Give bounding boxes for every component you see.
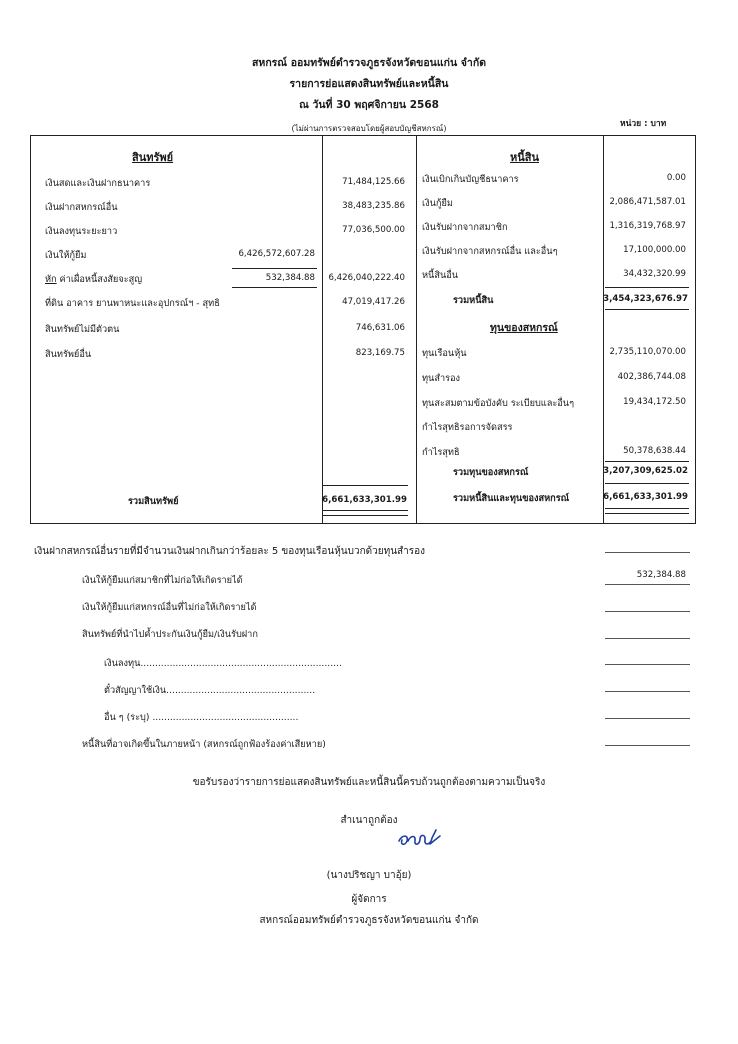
asset-amount: 823,169.75 <box>355 348 405 358</box>
asset-amount: 38,483,235.86 <box>342 201 405 211</box>
blank-line <box>605 718 690 719</box>
equity-total-amount: 3,207,309,625.02 <box>603 466 688 476</box>
org-name: สหกรณ์ ออมทรัพย์ตำรวจภูธรจังหวัดขอนแก่น จำกัด <box>251 57 487 69</box>
asset-label: สินทรัพย์อื่น <box>45 349 92 360</box>
note-contingent: หนี้สินที่อาจเกิดขึ้นในภายหน้า (สหกรณ์ถูกฟ้องร้องค่าเสียหาย) <box>82 739 326 750</box>
note-loan-members-amount: 532,384.88 <box>636 570 686 580</box>
assets-total-amount: 6,661,633,301.99 <box>322 495 407 505</box>
assets-total-double-underline <box>323 510 408 516</box>
asset-amount: 746,631.06 <box>355 323 405 333</box>
note-notes-payable: ตั๋วสัญญาใช้เงิน................................................... <box>104 685 316 696</box>
grand-total-amount: 6,661,633,301.99 <box>603 492 688 502</box>
sub-underline <box>232 268 317 269</box>
assets-heading: สินทรัพย์ <box>132 151 174 164</box>
equity-amount: 50,378,638.44 <box>623 446 686 456</box>
audit-note: (ไม่ผ่านการตรวจสอบโดยผู้สอบบัญชีสหกรณ์) <box>291 124 447 133</box>
equity-amount: 402,386,744.08 <box>617 372 686 382</box>
note-loan-coops: เงินให้กู้ยืมแก่สหกรณ์อื่นที่ไม่ก่อให้เกิดรายได้ <box>82 602 257 613</box>
liab-amount-divider <box>603 135 604 523</box>
note-other: อื่น ๆ (ระบุ) .................................................. <box>104 712 299 723</box>
signoff-org: สหกรณ์ออมทรัพย์ตำรวจภูธรจังหวัดขอนแก่น จำกัด <box>259 915 479 926</box>
equity-total-underline <box>605 483 689 484</box>
asset-label: ที่ดิน อาคาร ยานพาหนะและอุปกรณ์ฯ - สุทธิ <box>45 298 220 309</box>
equity-heading: ทุนของสหกรณ์ <box>490 322 558 334</box>
note-investment: เงินลงทุน..................................................................... <box>104 658 342 669</box>
equity-total-label: รวมทุนของสหกรณ์ <box>453 467 529 478</box>
sub-underline <box>232 287 317 288</box>
liability-label: หนี้สินอื่น <box>422 270 459 281</box>
asset-sub-amount: 532,384.88 <box>265 273 315 283</box>
blank-line <box>605 552 690 553</box>
asset-label: เงินสดและเงินฝากธนาคาร <box>45 178 151 189</box>
asset-sub-amount: 6,426,572,607.28 <box>238 249 315 259</box>
liability-label: เงินเบิกเกินบัญชีธนาคาร <box>422 174 519 185</box>
liabilities-total-amount: 3,454,323,676.97 <box>603 294 688 304</box>
liability-label: เงินกู้ยืม <box>422 198 453 209</box>
deposit-note: เงินฝากสหกรณ์อื่นรายที่มีจำนวนเงินฝากเกินกว่าร้อยละ 5 ของทุนเรือนหุ้นบวกด้วยทุนสำรอง <box>34 546 426 557</box>
liability-amount: 34,432,320.99 <box>623 269 686 279</box>
asset-label: เงินฝากสหกรณ์อื่น <box>45 202 118 213</box>
liabilities-heading: หนี้สิน <box>510 151 540 164</box>
center-divider <box>416 135 417 523</box>
equity-label: ทุนสะสมตามข้อบังคับ ระเบียบและอื่นๆ <box>422 398 575 409</box>
liability-amount: 0.00 <box>666 173 686 183</box>
equity-label: กำไรสุทธิ <box>422 447 460 458</box>
liab-total-underline <box>605 309 689 310</box>
asset-amount: 6,426,040,222.40 <box>328 273 405 283</box>
asset-label-text: ค่าเผื่อหนี้สงสัยจะสูญ <box>56 274 143 285</box>
grand-total-label: รวมหนี้สินและทุนของสหกรณ์ <box>453 493 570 504</box>
asset-label: เงินให้กู้ยืม <box>45 250 87 261</box>
blank-line <box>605 584 690 585</box>
blank-line <box>605 691 690 692</box>
asset-label: สินทรัพย์ไม่มีตัวตน <box>45 324 120 335</box>
blank-line <box>605 745 690 746</box>
asset-amount: 77,036,500.00 <box>342 225 405 235</box>
asset-label: เงินลงทุนระยะยาว <box>45 226 118 237</box>
equity-amount: 19,434,172.50 <box>623 397 686 407</box>
liability-label: เงินรับฝากจากสมาชิก <box>422 222 508 233</box>
liabilities-total-label: รวมหนี้สิน <box>453 295 494 306</box>
assets-total-label: รวมสินทรัพย์ <box>128 496 179 507</box>
liability-amount: 2,086,471,587.01 <box>609 197 686 207</box>
assets-total-topline <box>323 485 408 486</box>
blank-line <box>605 611 690 612</box>
equity-total-topline <box>605 461 689 462</box>
certification-statement: ขอรับรองว่ารายการย่อแสดงสินทรัพย์และหนี้สินนี้ครบถ้วนถูกต้องตามความเป็นจริง <box>192 777 546 788</box>
manager-position: ผู้จัดการ <box>351 894 387 905</box>
unit-label: หน่วย : บาท <box>620 119 667 129</box>
blank-line <box>605 638 690 639</box>
report-date: ณ วันที่ 30 พฤศจิกายน 2568 <box>299 99 439 111</box>
liability-amount: 1,316,319,768.97 <box>609 221 686 231</box>
asset-amount: 47,019,417.26 <box>342 297 405 307</box>
liab-total-topline <box>605 287 689 288</box>
blank-line <box>605 664 690 665</box>
note-loan-members: เงินให้กู้ยืมแก่สมาชิกที่ไม่ก่อให้เกิดรายได้ <box>82 575 243 586</box>
grand-total-double-underline <box>605 508 689 514</box>
asset-amount: 71,484,125.66 <box>342 177 405 187</box>
asset-label <box>45 272 142 287</box>
report-title: รายการย่อแสดงสินทรัพย์และหนี้สิน <box>289 78 449 90</box>
liability-label: เงินรับฝากจากสหกรณ์อื่น และอื่นๆ <box>422 246 558 257</box>
manager-name: (นางปริชญา บาอุ้ย) <box>326 870 412 881</box>
equity-amount: 2,735,110,070.00 <box>609 347 686 357</box>
liability-amount: 17,100,000.00 <box>623 245 686 255</box>
equity-label: ทุนสำรอง <box>422 373 461 384</box>
equity-label: ทุนเรือนหุ้น <box>422 348 467 359</box>
equity-label: กำไรสุทธิรอการจัดสรร <box>422 422 513 433</box>
deduct-prefix: หัก <box>45 274 57 285</box>
note-pledged: สินทรัพย์ที่นำไปค้ำประกันเงินกู้ยืม/เงินรับฝาก <box>82 629 258 640</box>
signature-icon <box>396 826 442 852</box>
certified-copy: สำเนาถูกต้อง <box>340 815 398 826</box>
